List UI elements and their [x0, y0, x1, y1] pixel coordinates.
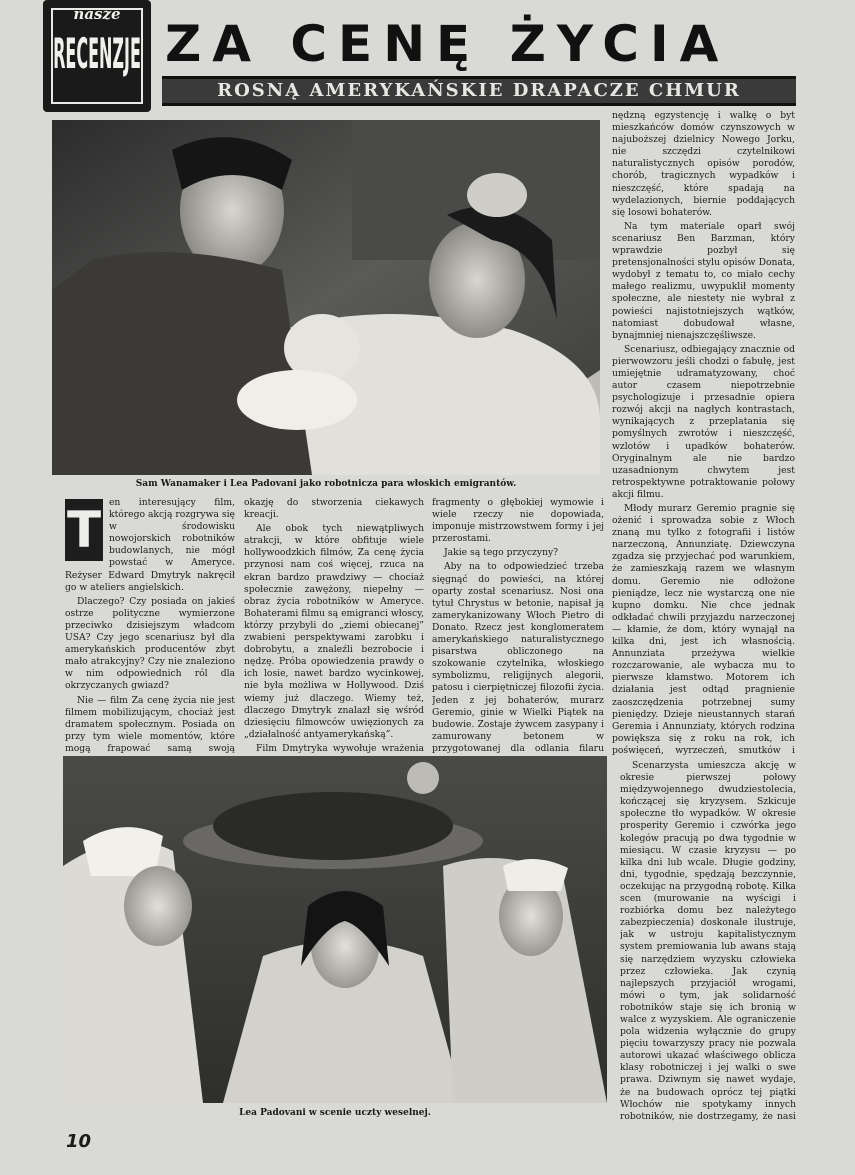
paragraph: Scenariusz, odbiegający znacznie od pierwowzoru jeśli chodzi o fabułę, jest umiejętnie udramatyzowany, choć autor czasem niepotrzebnie psychologizuje i przesadnie opiera rozwój akcji na nagłych kontrastach, wynikających z przeplatania się pomyślnych zwrotów i nieszczęść, wzlotów i upadków bohaterów. Oryginalnym ale nie bardzo uzasadnionym chwytem jest retrospektywne potraktowanie połowy akcji filmu.	[612, 343, 795, 500]
badge-top-text: nasze	[73, 5, 121, 23]
film-still-couple-with-baby	[52, 120, 600, 475]
article-subtitle: ROSNĄ AMERYKAŃSKIE DRAPACZE CHMUR	[217, 80, 741, 101]
paragraph: nędzną egzystencję i walkę o byt mieszkańców domów czynszowych w najuboższej dzielnicy Nowego Jorku, nie szczędzi czytelnikowi naturalistycznych opisów porodów, chorób, tragicznych wypadków i nieszczęść, które spadają na wydelazionych, biernie poddających się losowi bohaterów.	[612, 110, 795, 218]
photo-caption: Lea Padovani w scenie uczty weselnej.	[239, 1108, 431, 1118]
drop-cap: T	[66, 501, 102, 559]
article-column-right-top	[612, 110, 795, 755]
article-column-2	[244, 497, 424, 755]
article-column-1	[65, 497, 235, 755]
paragraph: Nie — film Za cenę życia nie jest filmem mobilizującym, chociaż jest dramatem społecznym. Posiada on przy tym wiele momentów, które mogą frapować samą swoją	[65, 694, 235, 754]
paragraph: Scenarzysta umieszcza akcję w okresie pierwszej połowy międzywojennego dwudziestolecia, kończącej się kryzysem. Szkicuje społeczne tło wypadków. W okresie prosperity Geremio i czwórka jego kolegów pracują po dwa tygodnie w miesiącu. W czasie kryzysu — po kilka dni lub wcale. Długie godziny, dni, tygodnie, spędzają bezczynnie, oczekując na przygodną robotę. Kilka scen (murowanie na wyścigi i rozbiórka domu bez należytego zabezpieczenia) doskonale ilustruje, jak w ustroju kapitalistycznym system premiowania lub awans stają się narzędziem wyzysku człowieka przez człowieka. Jak czynią najlepszych przyjaciół wrogami, mówi o tym, jak solidarność robotników staje się ich bronią w walce z wyzyskiem. Ale ograniczenie pola widzenia wyłącznie do grupy pięciu towarzyszy pracy nie pozwala autorowi ukazać właściwego oblicza klasy robotniczej i jej walki o swe prawa. Dziwnym się nawet wydaje, że na budowach oprócz tej piątki Włochów nie spotykamy innych robotników, nie dostrzegamy, że nasi	[620, 760, 796, 1122]
paragraph: Jakie są tego przyczyny?	[444, 547, 559, 559]
paragraph: okazję do stworzenia ciekawych kreacji.	[244, 497, 424, 521]
subtitle-bar	[162, 76, 796, 106]
article-column-right-bottom	[620, 760, 796, 1122]
article-title: ZA CENĘ ŻYCIA	[165, 15, 730, 73]
paragraph: Na tym materiale oparł swój scenariusz Ben Barzman, który wprawdzie pozbył się pretensjonalności stylu opisów Donata, wydobył z tematu to, co miało cechy małego realizmu, uwypuklił momenty społeczne, ale niestety nie wybrał z powieści najistotniejszych wątków, natomiast dobudował własne, bynajmniej nienajszczęśliwsze.	[612, 220, 795, 341]
film-still-wedding-feast	[63, 756, 607, 1103]
paragraph: Dlaczego? Czy posiada on jakieś ostrze polityczne wymierzone przeciwko dzisiejszym władcom USA? Czy jego scenariusz był dla amerykańskich producentów zbyt mało atrakcyjny? Czy nie znaleziono w nim odpowiednich ról dla okrzyczanych gwiazd?	[65, 595, 235, 692]
section-badge	[43, 0, 151, 112]
article-column-3	[432, 497, 604, 755]
badge-main-text: RECENZJE	[53, 29, 141, 79]
paragraph: Młody murarz Geremio pragnie się ożenić i sprowadza sobie z Włoch znaną mu tylko z fotografii i listów narzeczoną, Annunziatę. Dziewczyna zgadza się przyjechać pod warunkiem, że zamieszkają razem we własnym domu. Geremio nie odłożone pieniądze, lecz nie wystarczą one nie kupno domku. Nie chce jednak odkładać chwili przyjazdu narzeczonej — kłamie, że dom, który wynajął na kilka dni, jest ich własnością. Annunziata przeżywa wielkie rozczarowanie, ale wybacza mu to pierwsze kłamstwo. Motorem ich działania jest odtąd pragnienie zaoszczędzenia potrzebnej sumy pieniędzy. Dzieje nieustannych starań Geremia i Annunziaty, których rodzina powiększa się z roku na rok, ich poświęceń, wyrzeczeń, smutków i	[612, 503, 795, 755]
paragraph: Ale obok tych niewątpliwych atrakcji, w które obfituje wiele hollywoodzkich filmów, Za cenę życia przynosi nam coś więcej, rzuca na ekran bardzo prawdziwy — chociaż społecznie zawężony, niepełny — obraz życia robotników w Ameryce. Bohaterami filmu są emigranci włoscy, którzy przybyli do „ziemi obiecanej” zwabieni perspektywami zarobku i dobrobytu, a znaleźli bezrobocie i nędzę. Próba opowiedzenia prawdy o ich losie, nawet bardzo wycinkowej, nie była możliwa w Hollywood. Dziś wiemy już dlaczego. Wiemy też, dlaczego Dmytryk znalazł się wśród dziesięciu filmowców uwięzionych za „działalność antyamerykańską”.	[244, 523, 424, 740]
paragraph: fragmenty o głębokiej wymowie i wiele rzeczy nie dopowiada, imponuje mistrzowstwem formy i jej przerostami.	[432, 497, 604, 545]
paragraph: en interesujący film, którego akcją rozgrywa się w środowisku nowojorskich robotników budowlanych, nie mógł powstać w Ameryce. Reżyser Edward Dmytryk nakręcił go w ateliers angielskich.	[65, 497, 235, 593]
photo-caption: Sam Wanamaker i Lea Padovani jako robotnicza para włoskich emigrantów.	[135, 479, 517, 489]
paragraph: Film Dmytryka wywołuje wrażenia	[256, 742, 424, 754]
page-number: 10	[66, 1131, 92, 1152]
paragraph: Aby na to odpowiedzieć trzeba sięgnąć do powieści, na której oparty został scenariusz. Nosi ona tytuł Chrystus w betonie, napisał ją zamerykanizowany Włoch Pietro di Donato. Rzecz jest konglomeratem amerykańskiego naturalistycznego pisarstwa obliczonego na szokowanie czytelnika, włoskiego symbolizmu, religijnych alegorii, patosu i cierpiętniczej filozofii życia. Jeden z jej bohaterów, murarz Geremio, ginie w Wielki Piątek na budowie. Zostaje żywcem zasypany i zamurowany betonem w przygotowanej dla odlania filaru	[432, 561, 604, 754]
